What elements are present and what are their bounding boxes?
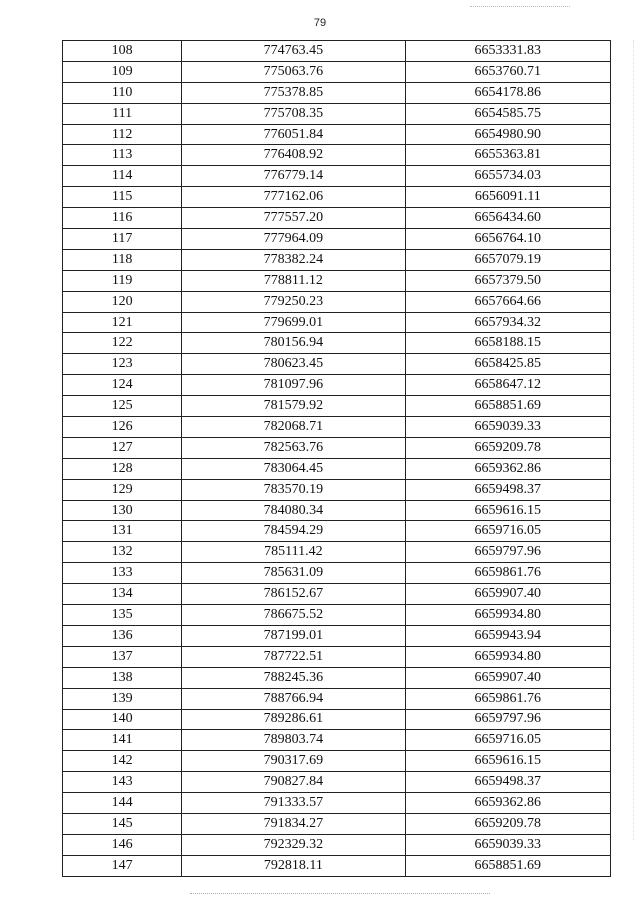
point-number-cell: 135 [63,605,182,626]
x-coordinate-cell: 778382.24 [182,249,405,270]
table-row [63,187,611,208]
x-coordinate-cell: 777964.09 [182,229,405,250]
x-coordinate-cell: 787199.01 [182,625,405,646]
x-coordinate-cell: 781579.92 [182,396,405,417]
y-coordinate-cell: 6659039.33 [405,834,610,855]
scan-edge-top [470,6,570,7]
y-coordinate-cell: 6659716.05 [405,730,610,751]
point-number-cell: 109 [63,61,182,82]
y-coordinate-cell: 6659498.37 [405,479,610,500]
table-row [63,333,611,354]
point-number-cell: 123 [63,354,182,375]
table-row [63,82,611,103]
coordinates-table [62,40,611,877]
table-row [63,103,611,124]
x-coordinate-cell: 777162.06 [182,187,405,208]
x-coordinate-cell: 792818.11 [182,855,405,876]
y-coordinate-cell: 6659943.94 [405,625,610,646]
y-coordinate-cell: 6659861.76 [405,688,610,709]
point-number-cell: 121 [63,312,182,333]
x-coordinate-cell: 785631.09 [182,563,405,584]
table-row [63,375,611,396]
table-row [63,605,611,626]
table-row [63,500,611,521]
table-row [63,396,611,417]
point-number-cell: 132 [63,542,182,563]
table-row [63,479,611,500]
table-row [63,751,611,772]
y-coordinate-cell: 6659907.40 [405,667,610,688]
y-coordinate-cell: 6658851.69 [405,396,610,417]
x-coordinate-cell: 783064.45 [182,458,405,479]
y-coordinate-cell: 6659209.78 [405,437,610,458]
table-row [63,61,611,82]
x-coordinate-cell: 791834.27 [182,813,405,834]
x-coordinate-cell: 779250.23 [182,291,405,312]
y-coordinate-cell: 6657379.50 [405,270,610,291]
x-coordinate-cell: 776779.14 [182,166,405,187]
point-number-cell: 138 [63,667,182,688]
table-row [63,312,611,333]
table-row [63,772,611,793]
point-number-cell: 111 [63,103,182,124]
point-number-cell: 129 [63,479,182,500]
y-coordinate-cell: 6659362.86 [405,793,610,814]
table-row [63,855,611,876]
table-row [63,291,611,312]
y-coordinate-cell: 6653760.71 [405,61,610,82]
table-row [63,124,611,145]
y-coordinate-cell: 6659861.76 [405,563,610,584]
x-coordinate-cell: 788766.94 [182,688,405,709]
scan-edge-right [633,40,634,840]
table-row [63,229,611,250]
point-number-cell: 112 [63,124,182,145]
point-number-cell: 127 [63,437,182,458]
point-number-cell: 116 [63,208,182,229]
y-coordinate-cell: 6658188.15 [405,333,610,354]
table-row [63,730,611,751]
point-number-cell: 118 [63,249,182,270]
x-coordinate-cell: 783570.19 [182,479,405,500]
point-number-cell: 126 [63,417,182,438]
x-coordinate-cell: 775378.85 [182,82,405,103]
point-number-cell: 130 [63,500,182,521]
table-row [63,688,611,709]
table-row [63,813,611,834]
table-row [63,793,611,814]
y-coordinate-cell: 6659934.80 [405,605,610,626]
y-coordinate-cell: 6659616.15 [405,751,610,772]
x-coordinate-cell: 784080.34 [182,500,405,521]
table-row [63,354,611,375]
x-coordinate-cell: 776408.92 [182,145,405,166]
point-number-cell: 144 [63,793,182,814]
y-coordinate-cell: 6659907.40 [405,584,610,605]
y-coordinate-cell: 6655734.03 [405,166,610,187]
point-number-cell: 142 [63,751,182,772]
y-coordinate-cell: 6656764.10 [405,229,610,250]
y-coordinate-cell: 6654178.86 [405,82,610,103]
point-number-cell: 139 [63,688,182,709]
x-coordinate-cell: 776051.84 [182,124,405,145]
x-coordinate-cell: 789803.74 [182,730,405,751]
coordinates-table-body [63,41,611,877]
y-coordinate-cell: 6658851.69 [405,855,610,876]
x-coordinate-cell: 780156.94 [182,333,405,354]
y-coordinate-cell: 6659797.96 [405,542,610,563]
y-coordinate-cell: 6659362.86 [405,458,610,479]
table-row [63,145,611,166]
y-coordinate-cell: 6657934.32 [405,312,610,333]
point-number-cell: 119 [63,270,182,291]
table-row [63,625,611,646]
table-row [63,458,611,479]
x-coordinate-cell: 782068.71 [182,417,405,438]
y-coordinate-cell: 6657664.66 [405,291,610,312]
y-coordinate-cell: 6654980.90 [405,124,610,145]
point-number-cell: 128 [63,458,182,479]
table-row [63,834,611,855]
point-number-cell: 133 [63,563,182,584]
x-coordinate-cell: 786152.67 [182,584,405,605]
point-number-cell: 141 [63,730,182,751]
point-number-cell: 122 [63,333,182,354]
point-number-cell: 146 [63,834,182,855]
point-number-cell: 145 [63,813,182,834]
table-row [63,249,611,270]
point-number-cell: 110 [63,82,182,103]
y-coordinate-cell: 6659209.78 [405,813,610,834]
y-coordinate-cell: 6659616.15 [405,500,610,521]
y-coordinate-cell: 6656091.11 [405,187,610,208]
table-row [63,208,611,229]
y-coordinate-cell: 6655363.81 [405,145,610,166]
x-coordinate-cell: 787722.51 [182,646,405,667]
point-number-cell: 120 [63,291,182,312]
y-coordinate-cell: 6658647.12 [405,375,610,396]
x-coordinate-cell: 784594.29 [182,521,405,542]
table-row [63,542,611,563]
x-coordinate-cell: 775063.76 [182,61,405,82]
table-row [63,584,611,605]
table-row [63,41,611,62]
point-number-cell: 125 [63,396,182,417]
point-number-cell: 136 [63,625,182,646]
table-row [63,270,611,291]
table-row [63,166,611,187]
x-coordinate-cell: 779699.01 [182,312,405,333]
point-number-cell: 117 [63,229,182,250]
point-number-cell: 143 [63,772,182,793]
x-coordinate-cell: 790317.69 [182,751,405,772]
x-coordinate-cell: 786675.52 [182,605,405,626]
y-coordinate-cell: 6657079.19 [405,249,610,270]
y-coordinate-cell: 6656434.60 [405,208,610,229]
x-coordinate-cell: 774763.45 [182,41,405,62]
y-coordinate-cell: 6659797.96 [405,709,610,730]
y-coordinate-cell: 6659934.80 [405,646,610,667]
point-number-cell: 114 [63,166,182,187]
x-coordinate-cell: 785111.42 [182,542,405,563]
x-coordinate-cell: 777557.20 [182,208,405,229]
point-number-cell: 134 [63,584,182,605]
point-number-cell: 113 [63,145,182,166]
y-coordinate-cell: 6653331.83 [405,41,610,62]
y-coordinate-cell: 6659716.05 [405,521,610,542]
y-coordinate-cell: 6659039.33 [405,417,610,438]
point-number-cell: 140 [63,709,182,730]
x-coordinate-cell: 781097.96 [182,375,405,396]
table-row [63,709,611,730]
table-row [63,667,611,688]
table-row [63,521,611,542]
x-coordinate-cell: 782563.76 [182,437,405,458]
x-coordinate-cell: 791333.57 [182,793,405,814]
x-coordinate-cell: 775708.35 [182,103,405,124]
x-coordinate-cell: 788245.36 [182,667,405,688]
point-number-cell: 131 [63,521,182,542]
point-number-cell: 115 [63,187,182,208]
point-number-cell: 124 [63,375,182,396]
y-coordinate-cell: 6659498.37 [405,772,610,793]
x-coordinate-cell: 778811.12 [182,270,405,291]
point-number-cell: 137 [63,646,182,667]
x-coordinate-cell: 789286.61 [182,709,405,730]
x-coordinate-cell: 792329.32 [182,834,405,855]
point-number-cell: 108 [63,41,182,62]
page-number: 79 [313,17,327,29]
table-row [63,563,611,584]
table-row [63,417,611,438]
x-coordinate-cell: 790827.84 [182,772,405,793]
y-coordinate-cell: 6658425.85 [405,354,610,375]
table-row [63,437,611,458]
point-number-cell: 147 [63,855,182,876]
scan-edge-bottom [190,893,490,894]
table-row [63,646,611,667]
x-coordinate-cell: 780623.45 [182,354,405,375]
y-coordinate-cell: 6654585.75 [405,103,610,124]
